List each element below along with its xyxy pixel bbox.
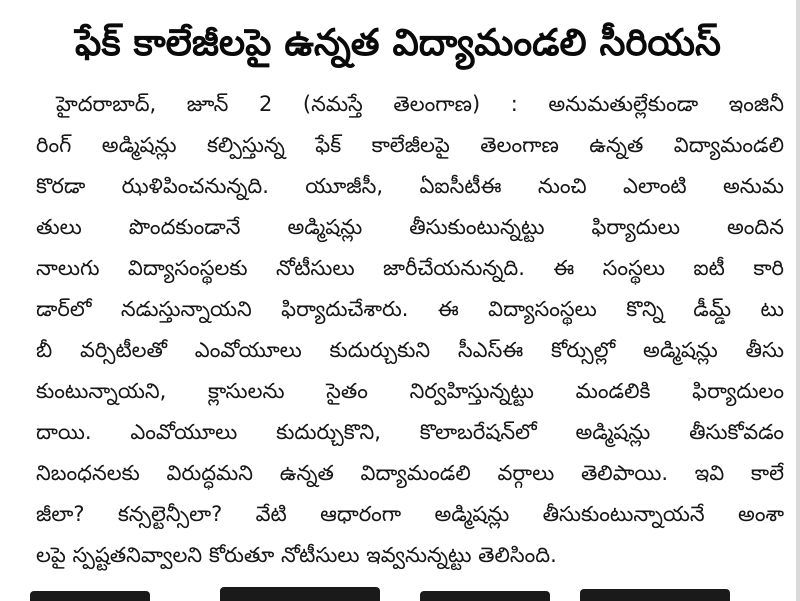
article-line: దాయి. ఎంవోయూలు కుదుర్చుకొని, కొలాబరేషన్‌లో అడ్మిషన్లు తీసుకోవడం [36,420,784,444]
cutoff-fragment [420,591,550,601]
article-line: తులు పొందకుండానే అడ్మిషన్లు తీసుకుంటున్నట్టు ఫిర్యాదులు అందిన [36,215,784,239]
next-article-cutoff [20,579,760,601]
article-line: బీ వర్సిటీలతో ఎంవోయూలు కుదుర్చుకుని సీఎస్ఈ కోర్సుల్లో అడ్మిషన్లు తీసు [36,338,784,362]
article-line: రింగ్ అడ్మిషన్లు కల్పిస్తున్న ఫేక్ కాలేజీలపై తెలంగాణ ఉన్నత విద్యామండలి [36,133,784,157]
article-line: లపై స్పష్టతనివ్వాలని కోరుతూ నోటీసులు ఇవ్వనున్నట్టు తెలిసింది. [36,543,557,567]
cutoff-fragment [580,589,730,601]
article-line: జీలా? కన్సల్టెన్సీలా? వేటి ఆధారంగా అడ్మిషన్లు తీసుకుంటున్నాయనే అంశా [36,502,784,526]
cutoff-fragment [220,587,380,601]
article-body [36,84,784,576]
article-headline: ఫేక్ కాలేజీలపై ఉన్నత విద్యామండలి సీరియస్ [75,21,721,64]
column-divider [796,0,800,601]
article-line: కుంటున్నాయని, క్లాసులను సైతం నిర్వహిస్తున్నట్టు మండలికి ఫిర్యాదులం [36,379,784,403]
article-line: నాలుగు విద్యాసంస్థలకు నోటీసులు జారీచేయనున్నది. ఈ సంస్థలు ఐటీ కారి [36,256,784,280]
article-line: డార్‌లో నడుస్తున్నాయని ఫిర్యాదుచేశారు. ఈ విద్యాసంస్థలు కొన్ని డీమ్డ్ టు [36,297,784,321]
article-line: కొరడా ఝళిపించనున్నది. యూజీసీ, ఏఐసీటీఈ నుంచి ఎలాంటి అనుమ [36,174,784,198]
previous-article-cutoff [70,0,710,8]
cutoff-fragment [30,591,150,601]
article-line: హైదరాబాద్, జూన్ 2 (నమస్తే తెలంగాణ) : అనుమతుల్లేకుండా ఇంజినీ [56,92,784,116]
article-line: నిబంధనలకు విరుద్ధమని ఉన్నత విద్యామండలి వర్గాలు తెలిపాయి. ఇవి కాలే [36,461,784,485]
